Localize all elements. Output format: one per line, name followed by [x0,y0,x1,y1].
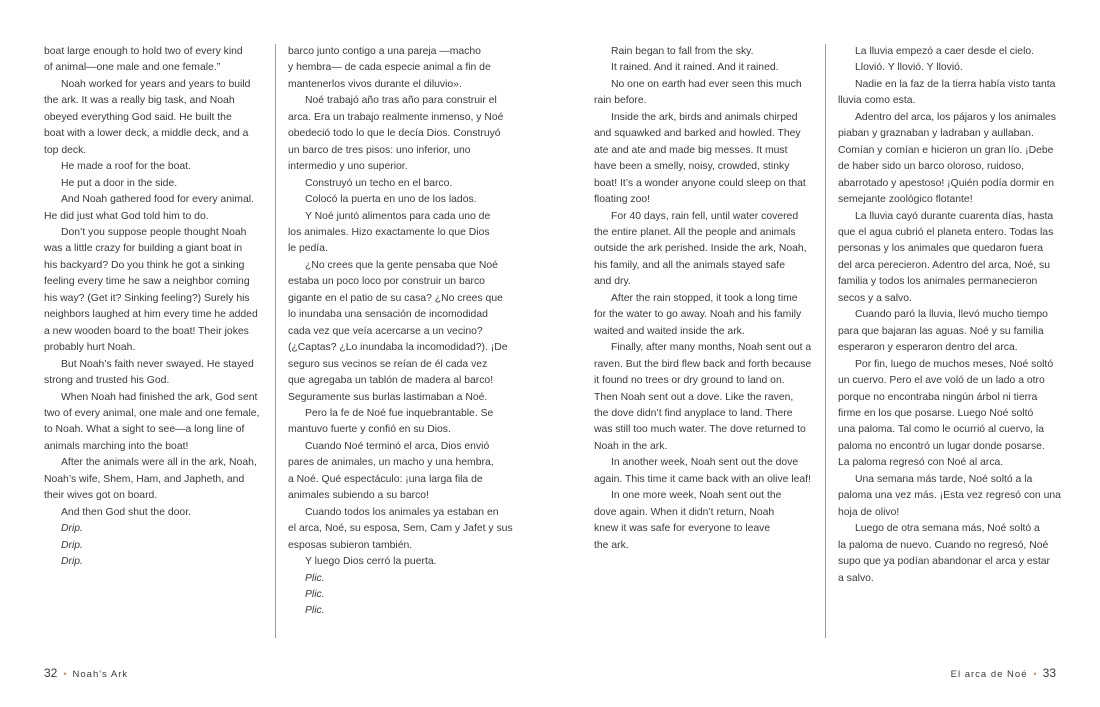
text-line: was still too much water. The dove returned to [594,424,806,436]
text-line: strong and trusted his God. [44,375,170,387]
text-line: boat! It’s a wonder anyone could sleep on that [594,177,806,189]
text-line: ¿No crees que la gente pensaba que Noé [305,259,498,271]
text-line: again. This time it came back with an olive leaf! [594,473,811,485]
text-line: for the water to go away. Noah and his family [594,309,802,321]
text-line: raven. But the bird flew back and forth because [594,358,812,370]
column-divider-left [275,44,276,638]
text-line: two of every animal, one male and one female, [44,407,260,419]
text-line: del arca perecieron. Adentro del arca, Noé, su [838,259,1050,271]
text-line: Noé trabajó año tras año para construir el [305,95,497,107]
text-line: their wives got on board. [44,490,158,502]
spanish-column-right [838,44,1062,587]
text-line: animales subiendo a su barco! [288,490,429,502]
text-line: semejante zoológico flotante! [838,194,973,206]
text-line: firme en los que posarse. Luego Noé soltó [838,407,1034,419]
text-line: knew it was safe for everyone to leave [594,523,771,535]
text-line: cada vez que veía acercarse a un vecino? [288,325,483,337]
text-line: boat with a lower deck, a middle deck, and a [44,128,249,140]
text-line: waited and waited inside the ark. [594,325,745,337]
text-line: personas y los animales que quedaron fuera [838,243,1044,255]
text-line: feeling every time he saw a neighbor coming [44,276,250,288]
text-line: He put a door in the side. [61,177,178,189]
text-line: Cuando Noé terminó el arca, Dios envió [305,440,490,452]
text-line: a new wooden board to the boat! Their jokes [44,325,249,337]
text-line: boat large enough to hold two of every kind [44,46,243,57]
text-line: the ark. It was a really big task, and Noah [44,95,235,107]
text-line: Noah worked for years and years to build [61,78,251,90]
text-line: his family, and all the animals stayed safe [594,259,785,271]
text-line: seguro sus vecinos se reían de él cada vez [288,358,488,370]
text-line: el arca, Noé, su esposa, Sem, Cam y Jafet y sus [288,523,513,535]
text-line: Seguramente sus burlas lastimaban a Noé. [288,391,488,403]
footer-bullet-icon: • [1033,669,1037,679]
text-line: gigante en el patio de su casa? ¿No crees que [288,292,503,304]
text-line: Y Noé juntó alimentos para cada uno de [305,210,491,222]
text-line: For 40 days, rain fell, until water covered [611,210,799,222]
text-line: rain before. [594,95,647,107]
text-line: outside the ark perished. Inside the ark, Noah, [594,243,807,255]
text-line: Plic. [305,588,325,600]
text-line: floating zoo! [594,194,651,206]
text-line: Inside the ark, birds and animals chirped [611,111,798,123]
text-line: No one on earth had ever seen this much [611,78,802,90]
text-line: Llovió. Y llovió. Y llovió. [855,62,963,74]
text-line: It rained. And it rained. And it rained. [611,62,779,74]
page-number-right: 33 [1042,666,1056,680]
text-line: Y luego Dios cerró la puerta. [305,556,437,568]
text-line: Construyó un techo en el barco. [305,177,453,189]
text-line: Rain began to fall from the sky. [611,46,754,57]
text-line: In another week, Noah sent out the dove [611,457,799,469]
text-line: Comían y comían e hicieron un gran lío. ¡Debe [838,144,1054,156]
text-line: Drip. [61,523,83,535]
text-line: un barco de tres pisos: uno inferior, uno [288,144,471,156]
text-line: And then God shut the door. [61,506,191,518]
text-line: probably hurt Noah. [44,342,136,354]
text-line: After the animals were all in the ark, Noah, [61,457,257,469]
english-column-left [44,44,272,571]
text-line: dove again. When it didn’t return, Noah [594,506,775,518]
text-line: estaba un poco loco por construir un barco [288,276,485,288]
text-line: a Noé. Qué espectáculo: ¡una larga fila de [288,473,483,485]
text-line: familia y todos los animales permanecieron [838,276,1038,288]
text-line: Nadie en la faz de la tierra había visto tanta [855,78,1056,90]
text-line: Drip. [61,539,83,551]
text-line: Don’t you suppose people thought Noah [61,226,247,238]
text-line: La lluvia cayó durante cuarenta días, hasta [855,210,1054,222]
text-line: los animales. Hizo exactamente lo que Dios [288,226,490,238]
text-line: obedeció todo lo que le decía Dios. Construyó [288,128,501,140]
text-line: de haber sido un barco oloroso, ruidoso, [838,161,1024,173]
text-line: Una semana más tarde, Noé soltó a la [855,473,1033,485]
text-line: La lluvia empezó a caer desde el cielo. [855,46,1035,57]
text-line: intermedio y uno superior. [288,161,408,173]
text-line: Plic. [305,605,325,617]
text-line: animals marching into the boat! [44,440,189,452]
text-line: Noah in the ark. [594,440,668,452]
text-line: Cuando todos los animales ya estaban en [305,506,499,518]
footer-right [951,666,1056,682]
text-line: the ark. [594,539,629,551]
text-line: After the rain stopped, it took a long time [611,292,798,304]
text-line: (¿Captas? ¿Lo inundaba la incomodidad?). ¡De [288,342,508,354]
text-line: and squawked and barked and howled. They [594,128,801,140]
text-line: He did just what God told him to do. [44,210,209,222]
text-line: the entire planet. All the people and animals [594,226,796,238]
text-line: que agregaba un tablón de madera al barco! [288,375,494,387]
text-line: hoja de olivo! [838,506,900,518]
text-line: lluvia como esta. [838,95,916,107]
text-line: Then Noah sent out a dove. Like the raven, [594,391,794,403]
text-line: paloma una vez más. ¡Esta vez regresó con una [838,490,1061,502]
text-line: Noah’s wife, Shem, Ham, and Japheth, and [44,473,245,485]
text-line: Plic. [305,572,325,584]
text-line: La paloma regresó con Noé al arca. [838,457,1004,469]
text-line: Luego de otra semana más, Noé soltó a [855,523,1040,535]
text-line: mantenerlos vivos durante el diluvio». [288,78,462,90]
text-line: Por fin, luego de muchos meses, Noé soltó [855,358,1054,370]
text-line: le pedía. [288,243,328,255]
text-line: He made a roof for the boat. [61,161,191,173]
text-line: was a little crazy for building a giant boat in [44,243,243,255]
text-line: Cuando paró la lluvia, llevó mucho tiempo [855,309,1048,321]
text-line: Colocó la puerta en uno de los lados. [305,194,477,206]
text-line: And Noah gathered food for every animal. [61,194,254,206]
spanish-column-left [288,44,516,620]
english-column-right [594,44,818,554]
text-line: secos y a salvo. [838,292,912,304]
text-line: his backyard? Do you think he got a sinking [44,259,245,271]
text-line: paloma no encontró un lugar donde posarse. [838,440,1045,452]
text-line: barco junto contigo a una pareja —macho [288,46,481,57]
book-title-english: Noah's Ark [72,669,129,680]
text-line: y hembra— de cada especie animal a fin de [288,62,491,74]
footer-bullet-icon: • [63,669,67,679]
text-line: para que bajaran las aguas. Noé y su familia [838,325,1044,337]
text-line: lo inundaba una sensación de incomodidad [288,309,488,321]
text-line: neighbors laughed at him every time he added [44,309,258,321]
text-line: esperaron y esperaron dentro del arca. [838,342,1018,354]
text-line: Finally, after many months, Noah sent out a [611,342,812,354]
page-number-left: 32 [44,666,58,680]
text-line: it found no trees or dry ground to land on. [594,375,785,387]
text-line: In one more week, Noah sent out the [611,490,782,502]
text-line: abarrotado y apestoso! ¡Quién podía dormir en [838,177,1055,189]
column-divider-right [825,44,826,638]
text-line: porque no encontraba ningún árbol ni tierra [838,391,1038,403]
text-line: ate and ate and made big messes. It must [594,144,788,156]
text-line: Drip. [61,556,83,568]
text-line: and dry. [594,276,631,288]
text-line: the dove didn’t find anyplace to land. There [594,407,793,419]
book-title-spanish: El arca de Noé [950,669,1028,680]
text-line: piaban y graznaban y ladraban y aullaban. [838,128,1034,140]
text-line: mantuvo fuerte y confió en su Dios. [288,424,451,436]
text-line: pares de animales, un macho y una hembra, [288,457,494,469]
text-line: a salvo. [838,572,874,584]
text-line: un cuervo. Pero el ave voló de un lado a otro [838,375,1045,387]
text-line: his way? (Get it? Sinking feeling?) Surely his [44,292,250,304]
text-line: una paloma. Tal como le ocurrió al cuervo, la [838,424,1044,436]
text-line: arca. Era un trabajo realmente inmenso, y Noé [288,111,504,123]
text-line: to Noah. What a sight to see—a long line of [44,424,245,436]
text-line: When Noah had finished the ark, God sent [61,391,258,403]
text-line: top deck. [44,144,87,156]
text-line: esposas subieron también. [288,539,413,551]
text-line: supo que ya podían abandonar el arca y estar [838,556,1051,568]
text-line: have been a smelly, noisy, crowded, stinky [594,161,790,173]
text-line: Adentro del arca, los pájaros y los animales [855,111,1056,123]
text-line: of animal—one male and one female.” [44,62,221,74]
text-line: obeyed everything God said. He built the [44,111,232,123]
text-line: But Noah’s faith never swayed. He stayed [61,358,254,370]
footer-left [44,666,128,682]
text-line: que el agua cubrió el planeta entero. Todas las [838,226,1054,238]
text-line: la paloma de nuevo. Cuando no regresó, Noé [838,539,1049,551]
text-line: Pero la fe de Noé fue inquebrantable. Se [305,407,494,419]
